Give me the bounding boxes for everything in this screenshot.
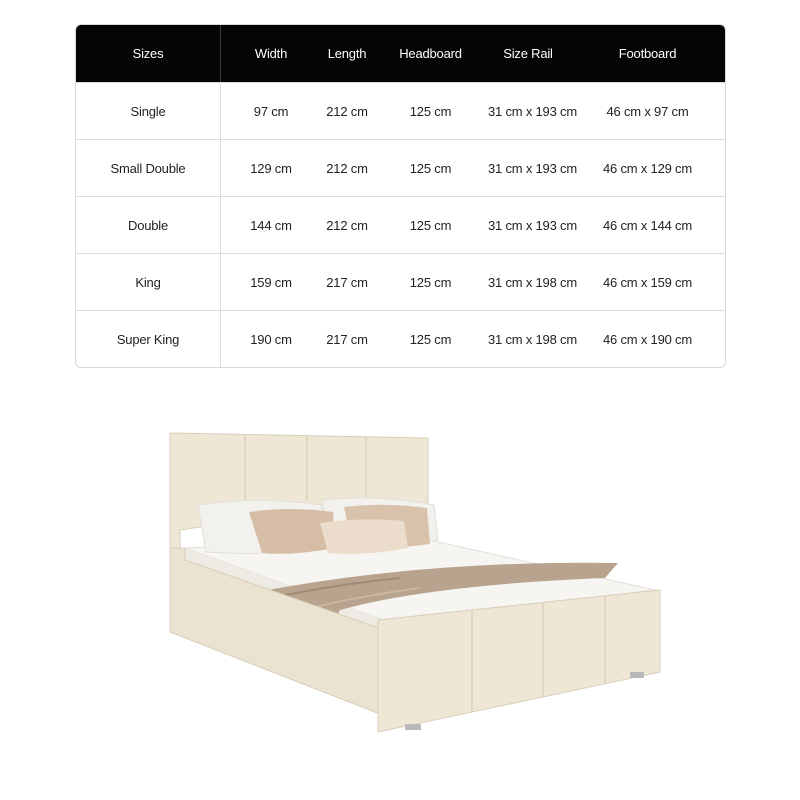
footboard-value: 46 cm x 190 cm (603, 332, 692, 347)
headboard-value: 125 cm (409, 274, 452, 290)
pillows (198, 498, 438, 554)
table-row (76, 82, 725, 139)
width-value: 144 cm (250, 217, 292, 233)
length-value: 212 cm (326, 160, 368, 176)
footboard-value: 46 cm x 144 cm (603, 217, 692, 233)
width-value: 159 cm (250, 274, 292, 290)
footboard-value: 46 cm x 129 cm (603, 160, 692, 176)
width-value: 190 cm (250, 332, 292, 347)
size-rail-value: 31 cm x 193 cm (488, 103, 577, 119)
size-rail-value: 31 cm x 198 cm (488, 274, 577, 290)
size-rail-value: 31 cm x 193 cm (488, 217, 577, 233)
bed-product-image (148, 405, 662, 745)
headboard-value: 125 cm (409, 217, 452, 233)
header-footboard: Footboard (618, 46, 677, 61)
width-value: 97 cm (253, 103, 289, 119)
size-name: Small Double (76, 140, 221, 196)
table-row (76, 253, 725, 310)
table-row (76, 139, 725, 196)
size-name: King (76, 254, 221, 310)
header-length: Length (327, 46, 367, 61)
table-header-row (76, 25, 725, 82)
headboard-value: 125 cm (409, 103, 452, 119)
size-rail-value: 31 cm x 193 cm (488, 160, 577, 176)
size-name: Double (76, 197, 221, 253)
headboard-value: 125 cm (409, 160, 452, 176)
footboard-value: 46 cm x 159 cm (603, 274, 692, 290)
header-sizes: Sizes (76, 25, 221, 82)
length-value: 212 cm (326, 103, 368, 119)
width-value: 129 cm (250, 160, 292, 176)
length-value: 217 cm (326, 274, 368, 290)
headboard-value: 125 cm (409, 332, 452, 347)
size-name: Super King (76, 311, 221, 368)
footboard-value: 46 cm x 97 cm (606, 103, 689, 119)
header-width: Width (254, 46, 288, 61)
table-row (76, 310, 725, 368)
header-size-rail: Size Rail (503, 46, 553, 61)
header-headboard: Headboard (399, 46, 462, 61)
length-value: 212 cm (326, 217, 368, 233)
size-rail-value: 31 cm x 198 cm (488, 332, 577, 347)
table-row (76, 196, 725, 253)
size-name: Single (76, 83, 221, 139)
size-table (75, 24, 726, 368)
length-value: 217 cm (326, 332, 368, 347)
